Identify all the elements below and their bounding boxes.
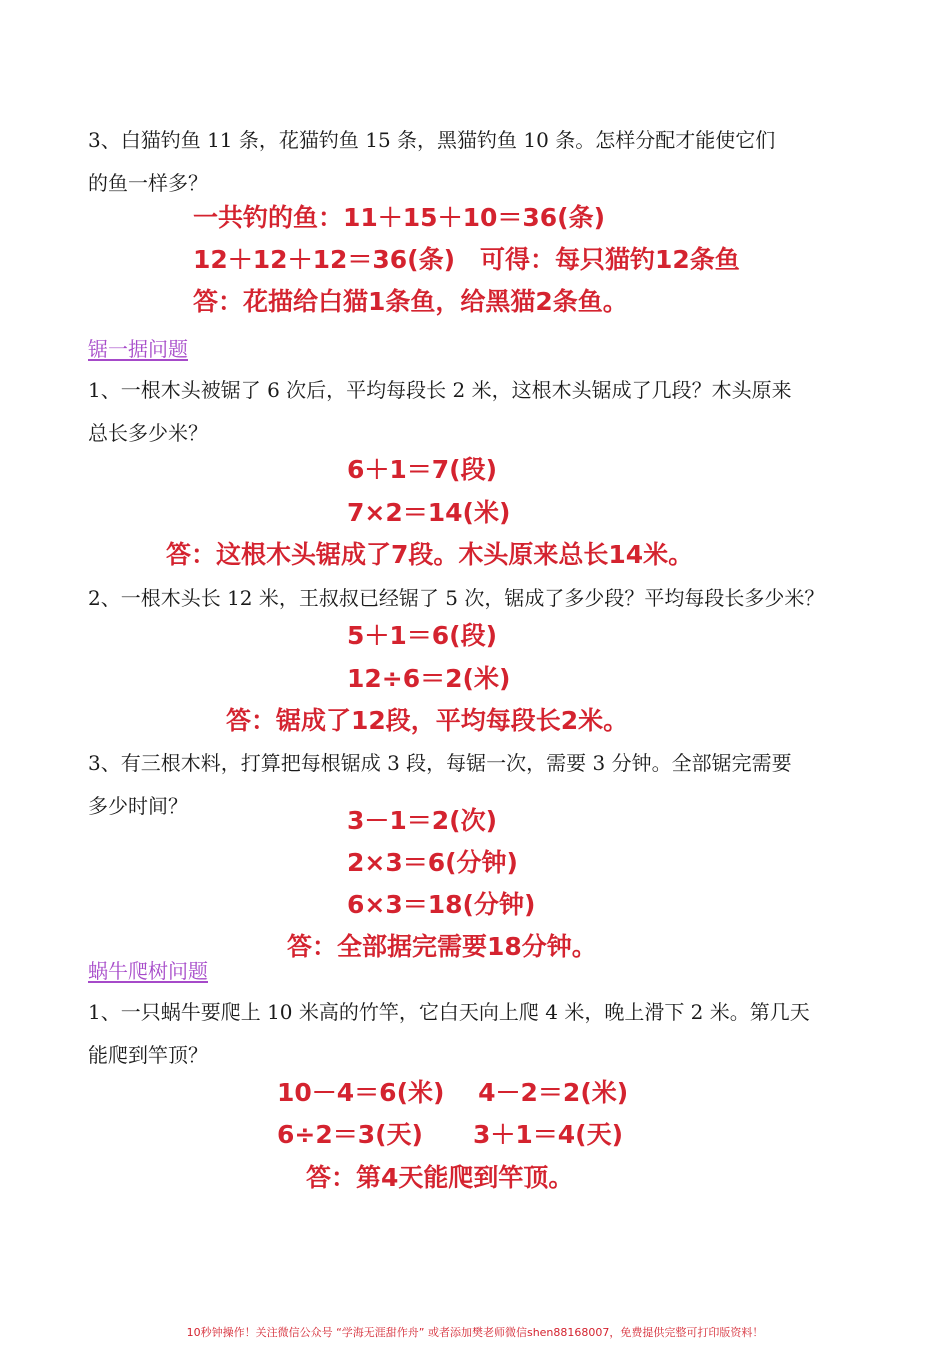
question-saw1-line2: 总长多少米？ bbox=[88, 421, 208, 445]
answer-saw2-line2: 12÷6＝2(米) bbox=[347, 664, 511, 693]
answer-saw3-line3: 6×3＝18(分钟) bbox=[347, 890, 536, 919]
section-title-sawing[interactable]: 锯一据问题 bbox=[88, 337, 188, 361]
section-title-snail[interactable]: 蜗牛爬树问题 bbox=[88, 959, 208, 983]
answer-saw1-line1: 6＋1＝7(段) bbox=[347, 455, 498, 484]
answer-snail1-line3: 答：第4天能爬到竿顶。 bbox=[306, 1163, 574, 1192]
answer-saw2-line3: 答：锯成了12段，平均每段长2米。 bbox=[226, 706, 629, 735]
question-cat-fish-line2: 的鱼一样多？ bbox=[88, 171, 208, 195]
answer-saw3-line4: 答：全部据完需要18分钟。 bbox=[287, 932, 597, 961]
answer-saw1-line3: 答：这根木头锯成了7段。木头原来总长14米。 bbox=[166, 540, 694, 569]
footer-promo-text: 10秒钟操作！关注微信公众号 “学海无涯甜作舟” 或者添加樊老师微信shen88168007，免费提供完整可打印版资料！ bbox=[186, 1326, 764, 1339]
question-saw3-line2: 多少时间？ bbox=[88, 794, 188, 818]
question-saw1-line1: 1、一根木头被锯了 6 次后，平均每段长 2 米，这根木头锯成了几段？木头原来 bbox=[88, 378, 792, 402]
answer-snail1-line1: 10－4＝6(米) 4－2＝2(米) bbox=[277, 1078, 629, 1107]
answer-cat-fish-line3: 答：花描给白猫1条鱼，给黑猫2条鱼。 bbox=[193, 287, 628, 316]
answer-saw1-line2: 7×2＝14(米) bbox=[347, 498, 511, 527]
question-snail1-line1: 1、一只蜗牛要爬上 10 米高的竹竿，它白天向上爬 4 米，晚上滑下 2 米。第几天 bbox=[88, 1000, 810, 1024]
question-cat-fish-line1: 3、白猫钓鱼 11 条，花猫钓鱼 15 条，黑猫钓鱼 10 条。怎样分配才能使它们 bbox=[88, 128, 776, 152]
answer-cat-fish-line2: 12＋12＋12＝36(条) 可得：每只猫钓12条鱼 bbox=[193, 245, 740, 274]
answer-snail1-line2: 6÷2＝3(天) 3＋1＝4(天) bbox=[277, 1120, 624, 1149]
question-snail1-line2: 能爬到竿顶？ bbox=[88, 1043, 208, 1067]
answer-cat-fish-line1: 一共钓的鱼：11＋15＋10＝36(条) bbox=[193, 203, 606, 232]
answer-saw3-line1: 3－1＝2(次) bbox=[347, 806, 498, 835]
answer-saw3-line2: 2×3＝6(分钟) bbox=[347, 848, 518, 877]
question-saw2-line1: 2、一根木头长 12 米，王叔叔已经锯了 5 次，锯成了多少段？平均每段长多少米？ bbox=[88, 586, 825, 610]
answer-saw2-line1: 5＋1＝6(段) bbox=[347, 621, 498, 650]
question-saw3-line1: 3、有三根木料，打算把每根锯成 3 段，每锯一次，需要 3 分钟。全部锯完需要 bbox=[88, 751, 792, 775]
